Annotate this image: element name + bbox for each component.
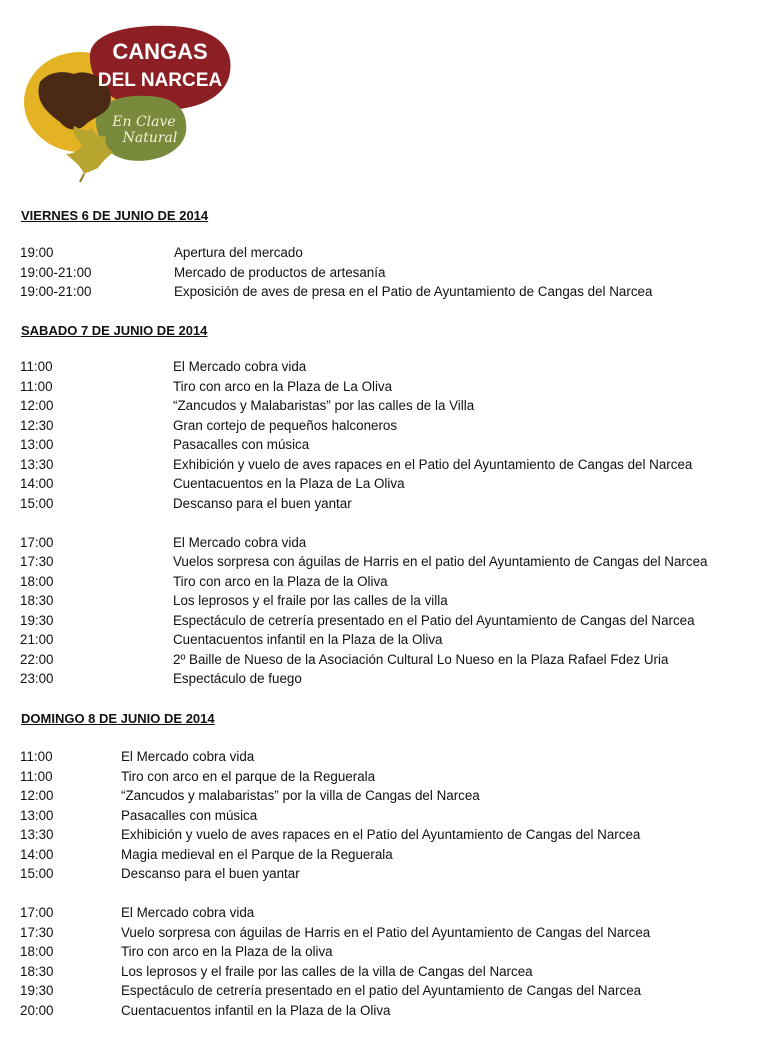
event-time: 14:00 bbox=[20, 476, 54, 491]
event-description: Exposición de aves de presa en el Patio de Ayuntamiento de Cangas del Narcea bbox=[174, 284, 653, 299]
event-time: 11:00 bbox=[20, 768, 53, 784]
event-time: 19:30 bbox=[20, 612, 54, 628]
event-time: 18:00 bbox=[20, 944, 54, 959]
day-title-viernes: VIERNES 6 DE JUNIO DE 2014 bbox=[21, 208, 209, 223]
logo-tagline-line2: Natural bbox=[122, 130, 178, 146]
event-time: 13:00 bbox=[20, 807, 54, 823]
event-time: 19:30 bbox=[20, 983, 54, 998]
event-description: Pasacalles con música bbox=[173, 437, 310, 452]
event-description: Espectáculo de cetrería presentado en el patio del Ayuntamiento de Cangas del Narcea bbox=[121, 983, 642, 998]
logo-title-line1: CANGAS bbox=[112, 39, 208, 64]
event-description: Vuelo sorpresa con águilas de Harris en el Patio del Ayuntamiento de Cangas del Narcea bbox=[121, 924, 651, 940]
event-time: 17:30 bbox=[20, 554, 54, 569]
event-description: Mercado de productos de artesanía bbox=[174, 264, 386, 280]
event-description: El Mercado cobra vida bbox=[173, 534, 307, 550]
logo-title-line2: DEL NARCEA bbox=[97, 70, 223, 91]
event-description: Magia medieval en el Parque de la Reguerala bbox=[121, 846, 393, 862]
event-time: 21:00 bbox=[20, 632, 54, 647]
event-description: Espectáculo de fuego bbox=[173, 671, 302, 686]
event-time: 19:00-21:00 bbox=[20, 264, 92, 280]
event-description: “Zancudos y Malabaristas” por las calles de la Villa bbox=[173, 398, 475, 413]
event-description: Descanso para el buen yantar bbox=[173, 495, 352, 511]
event-description: Cuentacuentos infantil en la Plaza de la Oliva bbox=[173, 632, 443, 647]
event-description: Cuentacuentos en la Plaza de La Oliva bbox=[173, 476, 405, 491]
event-description: Los leprosos y el fraile por las calles de la villa bbox=[173, 593, 448, 608]
event-time: 12:00 bbox=[20, 788, 54, 803]
event-time: 22:00 bbox=[20, 651, 54, 667]
day-title-domingo: DOMINGO 8 DE JUNIO DE 2014 bbox=[21, 711, 215, 726]
logo-tagline-line1: En Clave bbox=[112, 114, 176, 130]
event-time: 19:00 bbox=[20, 245, 54, 260]
event-description: Vuelos sorpresa con águilas de Harris en el patio del Ayuntamiento de Cangas del Narcea bbox=[173, 554, 708, 569]
event-description: El Mercado cobra vida bbox=[173, 359, 307, 374]
event-description: El Mercado cobra vida bbox=[121, 749, 255, 764]
event-description: El Mercado cobra vida bbox=[121, 905, 255, 920]
event-time: 17:00 bbox=[20, 534, 54, 550]
event-description: Gran cortejo de pequeños halconeros bbox=[173, 417, 398, 433]
day-title-sabado: SABADO 7 DE JUNIO DE 2014 bbox=[21, 323, 208, 338]
event-description: Tiro con arco en la Plaza de la oliva bbox=[121, 944, 333, 959]
event-time: 11:00 bbox=[20, 378, 53, 394]
event-time: 11:00 bbox=[20, 359, 53, 374]
event-time: 18:00 bbox=[20, 573, 54, 589]
event-description: Espectáculo de cetrería presentado en el Patio del Ayuntamiento de Cangas del Narcea bbox=[173, 612, 695, 628]
event-time: 20:00 bbox=[20, 1002, 54, 1018]
event-time: 14:00 bbox=[20, 846, 54, 862]
event-description: Exhibición y vuelo de aves rapaces en el Patio del Ayuntamiento de Cangas del Narcea bbox=[121, 827, 641, 842]
event-time: 13:00 bbox=[20, 437, 54, 452]
event-description: Pasacalles con música bbox=[121, 807, 258, 823]
event-time: 18:30 bbox=[20, 963, 54, 979]
event-description: 2º Baille de Nueso de la Asociación Cultural Lo Nueso en la Plaza Rafael Fdez Uria bbox=[173, 651, 669, 667]
event-time: 15:00 bbox=[20, 495, 54, 511]
event-time: 13:30 bbox=[20, 827, 54, 842]
event-time: 12:00 bbox=[20, 398, 54, 413]
event-time: 13:30 bbox=[20, 456, 54, 472]
event-time: 18:30 bbox=[20, 593, 54, 608]
event-time: 19:00-21:00 bbox=[20, 284, 92, 299]
event-description: “Zancudos y malabaristas” por la villa de Cangas del Narcea bbox=[121, 788, 480, 803]
event-time: 12:30 bbox=[20, 417, 54, 433]
event-time: 15:00 bbox=[20, 866, 54, 881]
event-description: Apertura del mercado bbox=[174, 245, 303, 260]
event-description: Exhibición y vuelo de aves rapaces en el Patio del Ayuntamiento de Cangas del Narcea bbox=[173, 456, 693, 472]
event-description: Los leprosos y el fraile por las calles de la villa de Cangas del Narcea bbox=[121, 963, 533, 979]
event-time: 23:00 bbox=[20, 671, 54, 686]
event-description: Tiro con arco en el parque de la Reguerala bbox=[121, 768, 376, 784]
event-time: 11:00 bbox=[20, 749, 53, 764]
event-description: Tiro con arco en la Plaza de La Oliva bbox=[173, 378, 393, 394]
event-description: Descanso para el buen yantar bbox=[121, 866, 300, 881]
event-time: 17:30 bbox=[20, 924, 54, 940]
cangas-del-narcea-logo bbox=[22, 14, 234, 182]
event-description: Tiro con arco en la Plaza de la Oliva bbox=[173, 573, 388, 589]
event-time: 17:00 bbox=[20, 905, 54, 920]
event-description: Cuentacuentos infantil en la Plaza de la Oliva bbox=[121, 1002, 391, 1018]
